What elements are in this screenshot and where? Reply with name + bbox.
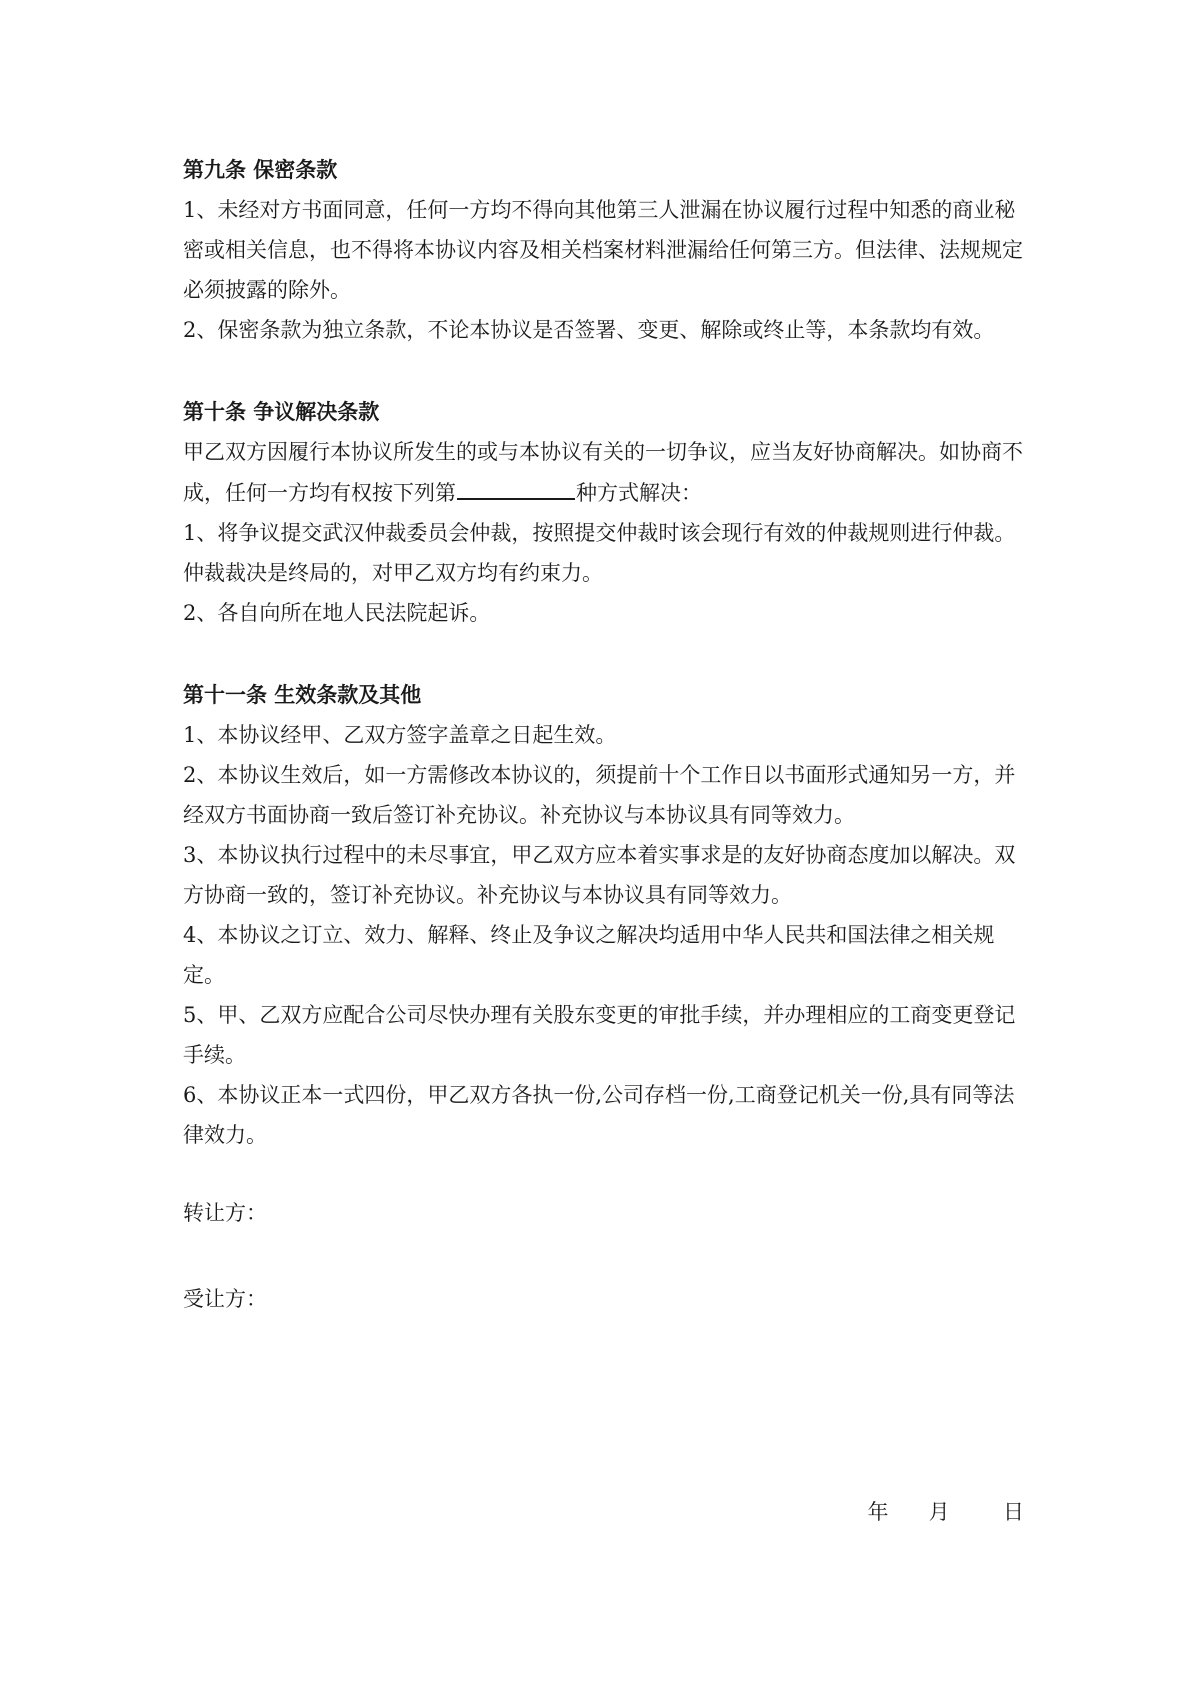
- article-11-clause-4: 4、本协议之订立、效力、解释、终止及争议之解决均适用中华人民共和国法律之相关规定。: [183, 923, 995, 987]
- signature-block: [183, 1193, 1023, 1319]
- article-10-option-1: 1、将争议提交武汉仲裁委员会仲裁，按照提交仲裁时该会现行有效的仲裁规则进行仲裁。仲裁裁决是终局的，对甲乙双方均有约束力。: [183, 521, 1016, 585]
- article-9-confidentiality: [183, 150, 1023, 350]
- date-line: [868, 1492, 1024, 1532]
- article-11-clause-2: 2、本协议生效后，如一方需修改本协议的，须提前十个工作日以书面形式通知另一方，并经双方书面协商一致后签订补充协议。补充协议与本协议具有同等效力。: [183, 763, 1016, 827]
- article-11-heading: 第十一条 生效条款及其他: [183, 683, 422, 707]
- fill-in-blank: [457, 472, 575, 500]
- date-day: 日: [1003, 1500, 1024, 1524]
- date-month: 月: [928, 1500, 950, 1524]
- article-10-intro-text-end: 种方式解决：: [576, 481, 702, 505]
- article-10-heading: 第十条 争议解决条款: [183, 400, 380, 424]
- article-9-clause-2: 2、保密条款为独立条款，不论本协议是否签署、变更、解除或终止等，本条款均有效。: [183, 318, 995, 342]
- article-11-clause-5: 5、甲、乙双方应配合公司尽快办理有关股东变更的审批手续，并办理相应的工商变更登记手续。: [183, 1003, 1016, 1067]
- article-10-dispute-resolution: [183, 392, 1023, 633]
- article-9-clause-1: 1、未经对方书面同意，任何一方均不得向其他第三人泄漏在协议履行过程中知悉的商业秘密或相关信息，也不得将本协议内容及相关档案材料泄漏给任何第三方。但法律、法规规定必须披露的除外。: [183, 198, 1023, 302]
- article-10-intro: [183, 432, 1023, 513]
- article-11-clause-3: 3、本协议执行过程中的未尽事宜，甲乙双方应本着实事求是的友好协商态度加以解决。双方协商一致的，签订补充协议。补充协议与本协议具有同等效力。: [183, 843, 1016, 907]
- article-11-clause-6: 6、本协议正本一式四份，甲乙双方各执一份,公司存档一份,工商登记机关一份,具有同等法律效力。: [183, 1083, 1015, 1147]
- document-page: [183, 150, 1023, 1365]
- article-11-clause-1: 1、本协议经甲、乙双方签字盖章之日起生效。: [183, 723, 617, 747]
- article-10-intro-text: 甲乙双方因履行本协议所发生的或与本协议有关的一切争议，应当友好协商解决。如协商不成，任何一方均有权按下列第: [183, 440, 1023, 505]
- date-year: 年: [867, 1500, 889, 1524]
- article-11-effectiveness: [183, 675, 1023, 1155]
- transferee-label: 受让方：: [183, 1287, 267, 1311]
- article-10-option-2: 2、各自向所在地人民法院起诉。: [183, 601, 491, 625]
- transferor-label: 转让方：: [183, 1201, 267, 1225]
- article-9-heading: 第九条 保密条款: [183, 158, 338, 182]
